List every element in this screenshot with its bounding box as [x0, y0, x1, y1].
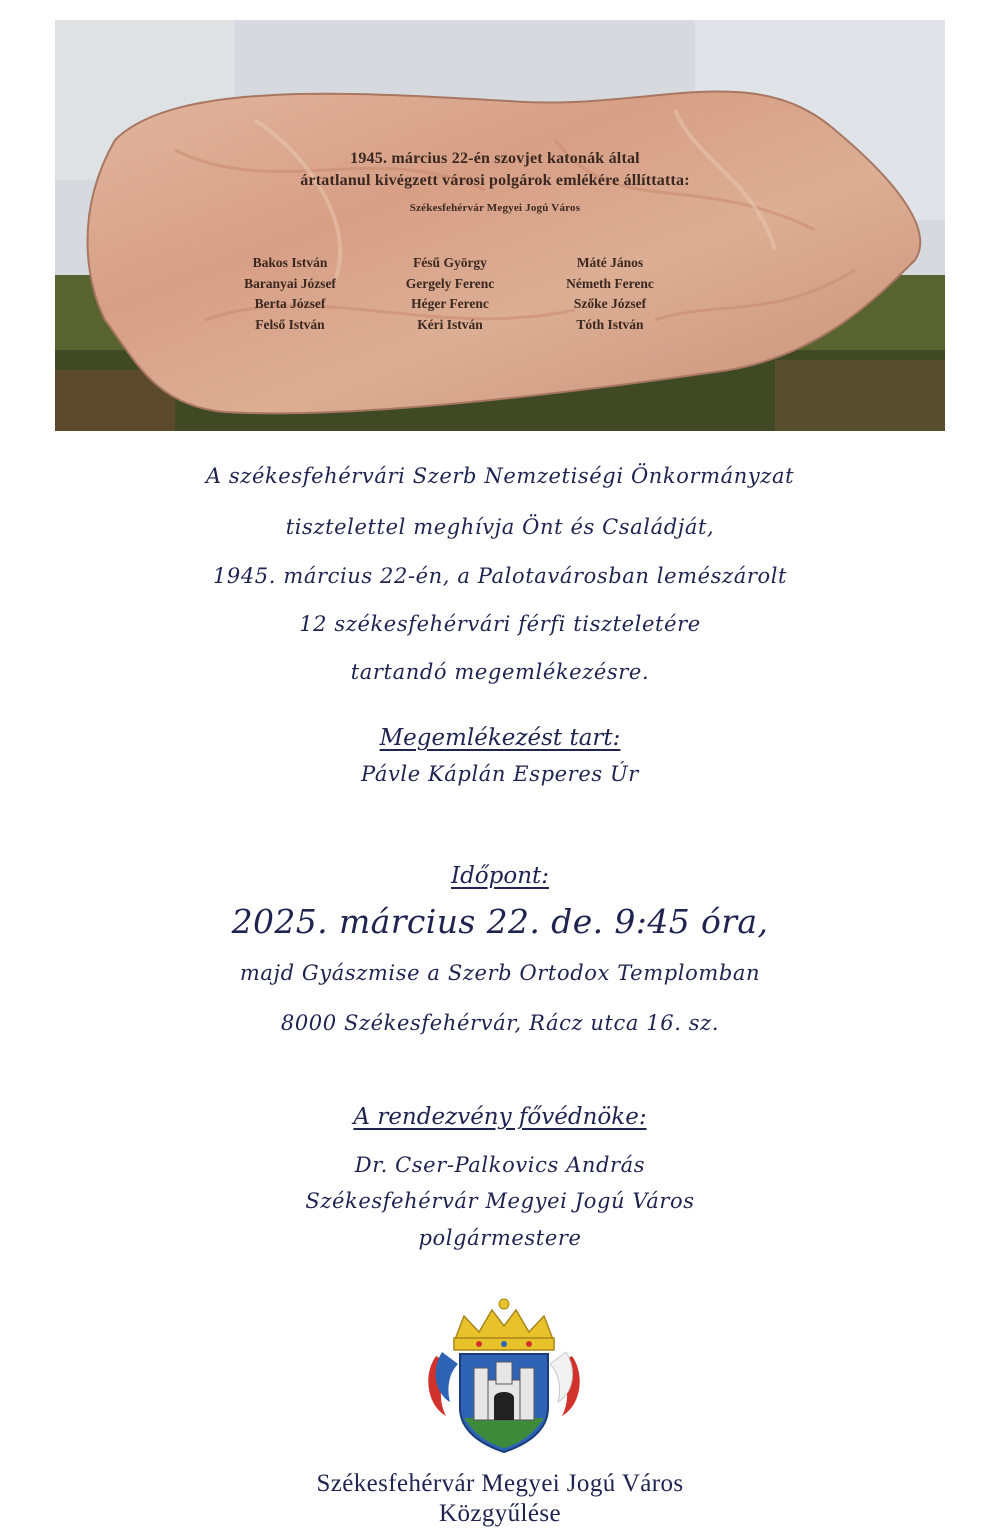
- coat-of-arms-icon: [424, 1296, 584, 1454]
- name-item: Berta József: [254, 296, 326, 311]
- event-address: 8000 Székesfehérvár, Rácz utca 16. sz.: [280, 1011, 720, 1035]
- patron-city: Székesfehérvár Megyei Jogú Város: [305, 1189, 695, 1213]
- name-item: Tóth István: [576, 316, 644, 332]
- event-datetime: 2025. március 22. de. 9:45 óra,: [231, 902, 769, 941]
- inscription-line-1: 1945. március 22-én szovjet katonák által: [350, 150, 640, 167]
- name-item: Gergely Ferenc: [405, 275, 495, 291]
- memorial-inscription: [55, 20, 945, 431]
- memorial-stone-photo: [55, 20, 945, 431]
- patron-name: Dr. Cser-Palkovics András: [354, 1153, 646, 1177]
- time-heading: Időpont:: [450, 863, 550, 889]
- patron-title: polgármestere: [418, 1226, 582, 1250]
- invitation-line-1: A székesfehérvári Szerb Nemzetiségi Önkormányzat: [205, 464, 795, 488]
- invitation-line-4: 12 székesfehérvári férfi tiszteletére: [299, 612, 701, 636]
- invitation-line-3: 1945. március 22-én, a Palotavárosban lemészárolt: [212, 564, 788, 588]
- name-item: Kéri István: [417, 316, 483, 332]
- patron-heading: A rendezvény fővédnöke:: [353, 1104, 647, 1130]
- name-item: Máté János: [576, 255, 644, 270]
- names-column-3: [545, 253, 675, 335]
- name-item: Németh Ferenc: [566, 275, 654, 291]
- inscription-sponsor: Székesfehérvár Megyei Jogú Város: [409, 202, 581, 214]
- names-column-1: [225, 253, 355, 335]
- event-followup: majd Gyászmise a Szerb Ortodox Templomban: [239, 961, 761, 985]
- invitation-line-2: tisztelettel meghívja Önt és Családját,: [285, 515, 715, 539]
- footer-org-line-2: Közgyűlése: [438, 1500, 562, 1527]
- name-item: Felső István: [255, 316, 325, 332]
- name-item: Fésű György: [413, 255, 487, 270]
- name-item: Bakos István: [252, 255, 328, 270]
- invitation-line-5: tartandó megemlékezésre.: [350, 660, 650, 684]
- speaker-name: Pávle Káplán Esperes Úr: [361, 762, 639, 786]
- footer-org-line-1: Székesfehérvár Megyei Jogú Város: [316, 1470, 684, 1497]
- name-item: Baranyai József: [244, 275, 336, 291]
- speaker-heading: Megemlékezést tart:: [379, 725, 621, 751]
- name-item: Héger Ferenc: [411, 296, 489, 311]
- name-item: Szőke József: [573, 296, 647, 311]
- inscription-line-2: ártatlanul kivégzett városi polgárok emlékére állíttatta:: [300, 172, 690, 189]
- names-column-2: [385, 253, 515, 335]
